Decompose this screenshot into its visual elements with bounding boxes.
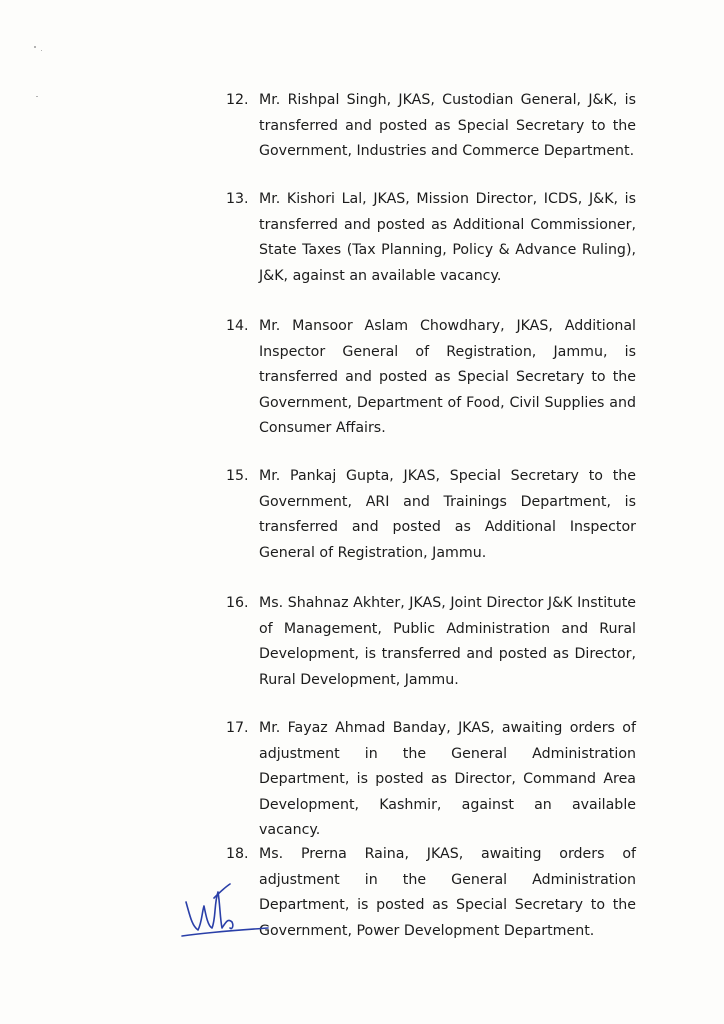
item-number: 13.: [226, 191, 249, 207]
item-number: 18.: [226, 846, 249, 862]
item-number: 17.: [226, 720, 249, 736]
item-number: 16.: [226, 595, 249, 611]
scan-speck: [36, 96, 38, 97]
item-text: Ms. Shahnaz Akhter, JKAS, Joint Director J&K Institute of Management, Public Administration and Rural Development, is transferred and posted as Director, Rural Development, Jammu.: [259, 595, 636, 688]
order-item-15: [226, 464, 636, 566]
item-text: Mr. Fayaz Ahmad Banday, JKAS, awaiting orders of adjustment in the General Administration Department, is posted as Director, Command Area Development, Kashmir, against an available vacancy.: [259, 720, 636, 838]
order-item-17: [226, 716, 636, 844]
item-text: Mr. Pankaj Gupta, JKAS, Special Secretary to the Government, ARI and Trainings Department, is transferred and posted as Additional Inspector General of Registration, Jammu.: [259, 468, 636, 561]
order-item-18: [226, 842, 636, 944]
item-number: 14.: [226, 318, 249, 334]
order-item-14: [226, 314, 636, 442]
item-text: Mr. Mansoor Aslam Chowdhary, JKAS, Additional Inspector General of Registration, Jammu, is transferred and posted as Special Secretary to the Government, Department of Food, Civil Supplies and Consumer Affairs.: [259, 318, 636, 436]
item-text: Mr. Kishori Lal, JKAS, Mission Director, ICDS, J&K, is transferred and posted as Additional Commissioner, State Taxes (Tax Planning, Policy & Advance Ruling), J&K, against an available vacancy.: [259, 191, 636, 284]
item-text: Mr. Rishpal Singh, JKAS, Custodian General, J&K, is transferred and posted as Special Secretary to the Government, Industries and Commerce Department.: [259, 92, 636, 159]
signature-icon: [180, 878, 270, 948]
item-number: 12.: [226, 92, 249, 108]
scan-speck: [41, 50, 42, 51]
order-item-16: [226, 591, 636, 693]
order-item-13: [226, 187, 636, 289]
item-number: 15.: [226, 468, 249, 484]
scan-speck: [34, 46, 36, 48]
order-item-12: [226, 88, 636, 165]
item-text: Ms. Prerna Raina, JKAS, awaiting orders of adjustment in the General Administration Department, is posted as Special Secretary to the Government, Power Development Department.: [259, 846, 636, 939]
